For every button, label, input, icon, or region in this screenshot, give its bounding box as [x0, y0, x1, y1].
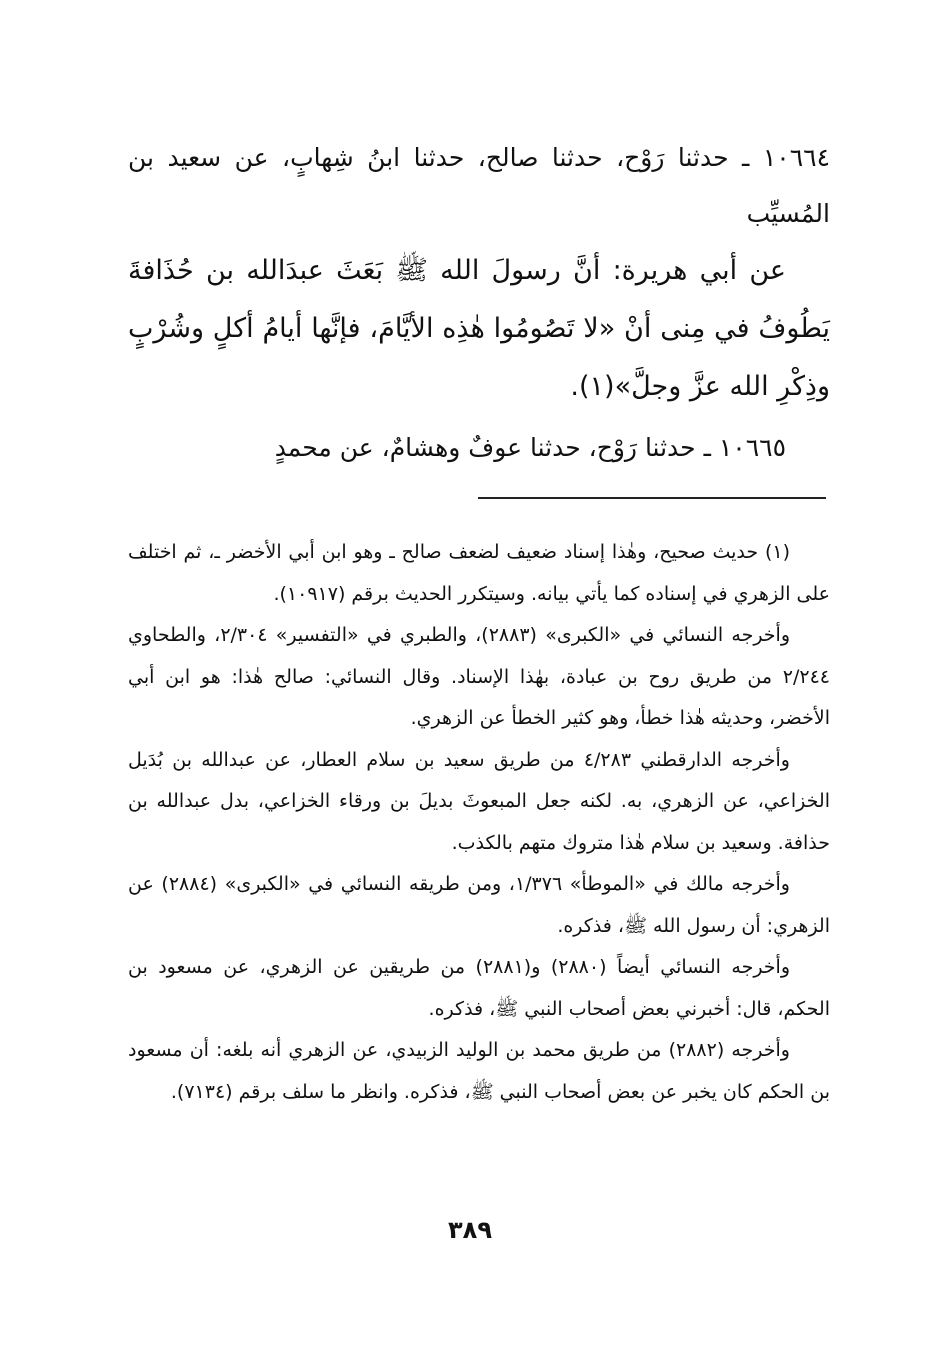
footnote-paragraph: وأخرجه (٢٨٨٢) من طريق محمد بن الوليد الزبيدي، عن الزهري أنه بلغه: أن مسعود بن الحكم كان يخبر عن بعض أصحاب النبي ﷺ، فذكره. وانظر ما سلف برقم (٧١٣٤).: [128, 1039, 830, 1103]
hadith-text-10664: عن أبي هريرة: أنَّ رسولَ الله ﷺ بَعَثَ عبدَالله بن حُذَافةَ يَطُوفُ في مِنى أنْ «لا تَصُومُوا هٰذِه الأيَّامَ، فإنَّها أيامُ أكلٍ وشُرْبٍ وذِكْرِ الله عزَّ وجلَّ»(١).: [128, 255, 830, 402]
hadith-chain-10664: ١٠٦٦٤ ـ حدثنا رَوْح، حدثنا صالح، حدثنا ابنُ شِهابٍ، عن سعيد بن المُسيِّب: [128, 143, 830, 228]
footnotes: [128, 532, 830, 1113]
footnote-divider: [478, 497, 826, 499]
page-number: ٣٨٩: [448, 1216, 492, 1244]
footnote-paragraph: وأخرجه النسائي أيضاً (٢٨٨٠) و(٢٨٨١) من طريقين عن الزهري، عن مسعود بن الحكم، قال: أخبرني بعض أصحاب النبي ﷺ، فذكره.: [128, 956, 830, 1020]
footnote-paragraph: وأخرجه الدارقطني ٤/٢٨٣ من طريق سعيد بن سلام العطار، عن عبدالله بن بُدَيل الخزاعي، عن الزهري، به. لكنه جعل المبعوثَ بديلَ بن ورقاء الخزاعي، بدل عبدالله بن حذافة. وسعيد بن سلام هٰذا متروك متهم بالكذب.: [128, 748, 830, 854]
hadith-chain-10665: ١٠٦٦٥ ـ حدثنا رَوْح، حدثنا عوفٌ وهشامٌ، عن محمدٍ: [274, 433, 786, 462]
footnote-paragraph: (١) حديث صحيح، وهٰذا إسناد ضعيف لضعف صالح ـ وهو ابن أبي الأخضر ـ، ثم اختلف على الزهري في إسناده كما يأتي بيانه. وسيتكرر الحديث برقم (١٠٩١٧).: [128, 541, 830, 605]
main-text: [128, 130, 830, 476]
footnote-paragraph: وأخرجه مالك في «الموطأ» ١/٣٧٦، ومن طريقه النسائي في «الكبرى» (٢٨٨٤) عن الزهري: أن رسول الله ﷺ، فذكره.: [128, 873, 830, 937]
footnote-paragraph: وأخرجه النسائي في «الكبرى» (٢٨٨٣)، والطبري في «التفسير» ٢/٣٠٤، والطحاوي ٢/٢٤٤ من طريق روح بن عبادة، بهٰذا الإسناد. وقال النسائي: صالح هٰذا: هو ابن أبي الأخضر، وحديثه هٰذا خطأ، وهو كثير الخطأ عن الزهري.: [128, 624, 830, 729]
